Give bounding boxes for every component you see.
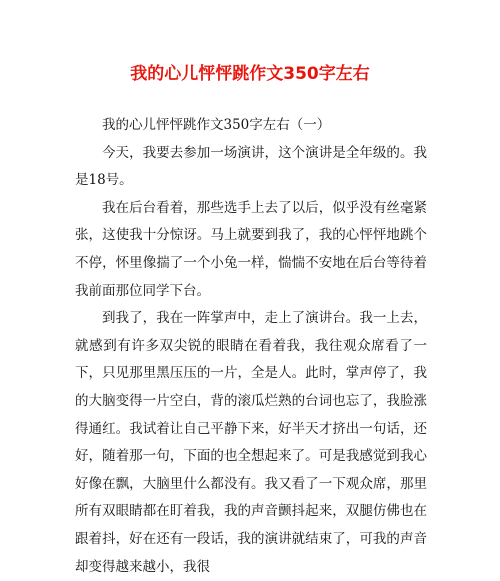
paragraph: 我在后台看着，那些选手上去了以后，似乎没有丝毫紧张，这使我十分惊讶。马上就要到我了，我的心怦怦地跳个不停，怀里像揣了一个小兔一样，惴惴不安地在后台等待着我前面那位同学下台。 (75, 199, 427, 299)
paragraph: 到我了，我在一阵掌声中，走上了演讲台。我一上去，就感到有许多双尖锐的眼睛在看着我，我往观众席看了一下，只见那里黑压压的一片，全是人。此时，掌声停了，我的大脑变得一片空白，背的滚瓜烂熟的台词也忘了，我脸涨得通红。我试着让自己平静下来，好半天才挤出一句话，还好，随着那一句，下面的也全想起来了。可是我感觉到我心好像在飘，大脑里什么都没有。我又看了一下观众席，那里所有双眼睛都在盯着我，我的声音颤抖起来，双腿仿佛也在跟着抖，好在还有一段话，我的演讲就结束了，可我的声音却变得越来越小，我很 (75, 310, 427, 575)
paragraph: 今天，我要去参加一场演讲，这个演讲是全年级的。我是18号。 (75, 144, 427, 189)
document-body (75, 112, 427, 581)
document-title: 我的心儿怦怦跳作文350字左右 (130, 64, 370, 84)
paragraph-subtitle: 我的心儿怦怦跳作文350字左右（一） (102, 117, 331, 133)
